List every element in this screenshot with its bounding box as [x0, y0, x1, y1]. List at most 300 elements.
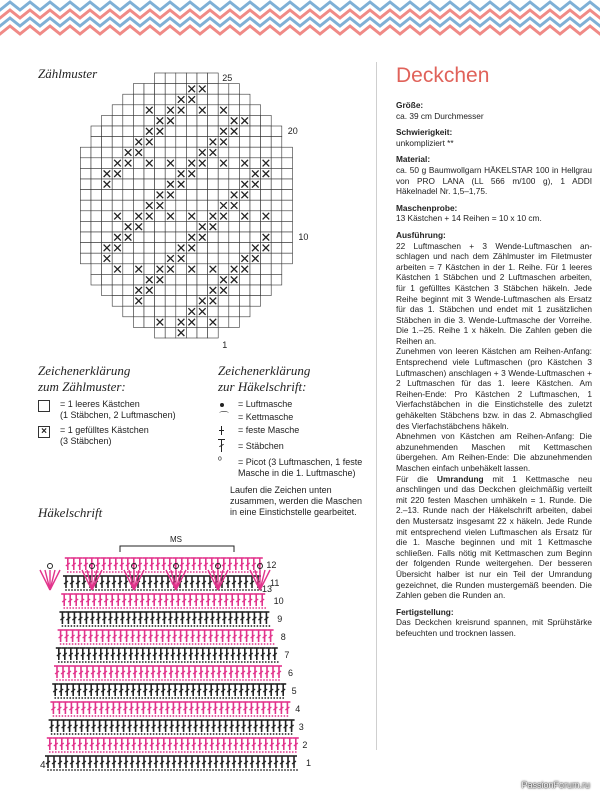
chart-cell	[218, 190, 229, 201]
chart-cell	[186, 253, 197, 264]
chart-cell	[282, 168, 293, 179]
stitch-symbol	[233, 612, 239, 624]
stitch-symbol	[113, 558, 119, 570]
stitch-symbol	[191, 558, 197, 570]
chain-dot	[91, 751, 93, 753]
stitch-symbol	[272, 702, 278, 714]
chain-dot	[206, 769, 208, 771]
chain-dot	[155, 679, 157, 681]
chain-dot	[142, 751, 144, 753]
chain-dot	[229, 661, 231, 663]
chart-cell	[218, 168, 229, 179]
chart-cell	[133, 94, 144, 105]
chain-dot	[80, 715, 82, 717]
chart-cell	[271, 243, 282, 254]
chain-dot	[224, 769, 226, 771]
chain-dot	[154, 661, 156, 663]
chain-dot	[174, 643, 176, 645]
chain-dot	[204, 733, 206, 735]
chain-dot	[229, 751, 231, 753]
chain-dot	[96, 643, 98, 645]
chart-cell	[239, 296, 250, 307]
chart-cell	[218, 253, 229, 264]
stitch-symbol	[65, 738, 71, 750]
chain-dot	[126, 607, 128, 609]
chain-dot	[214, 661, 216, 663]
chain-dot	[244, 751, 246, 753]
chain-dot	[90, 733, 92, 735]
chart-cell	[176, 232, 187, 243]
chain-dot	[266, 715, 268, 717]
stitch-symbol	[61, 594, 67, 606]
chart-cell	[155, 73, 166, 84]
chart-cell	[197, 179, 208, 190]
stitch-symbol	[89, 612, 95, 624]
chart-cell	[155, 84, 166, 95]
chart-heading: Zählmuster	[38, 66, 98, 81]
chart-cell	[229, 306, 240, 317]
chart-cell	[165, 137, 176, 148]
stitch-symbol	[248, 648, 254, 660]
stitch-symbol	[132, 666, 138, 678]
chain-dot	[140, 715, 142, 717]
chain-dot	[225, 643, 227, 645]
chain-dot	[164, 625, 166, 627]
chain-dot	[86, 769, 88, 771]
chain-dot	[110, 589, 112, 591]
chain-dot	[80, 679, 82, 681]
chart-cell	[123, 190, 134, 201]
stitch-symbol	[231, 576, 237, 588]
chain-dot	[178, 571, 180, 573]
stitch-symbol	[187, 594, 193, 606]
chain-dot	[67, 661, 69, 663]
chain-dot	[237, 607, 239, 609]
chart-cell	[208, 115, 219, 126]
stitch-symbol	[238, 684, 244, 696]
chain-dot	[183, 643, 185, 645]
chart-cell	[271, 253, 282, 264]
chain-dot	[149, 679, 151, 681]
stitch-symbol	[47, 738, 53, 750]
chain-dot	[270, 733, 272, 735]
chain-dot	[257, 679, 259, 681]
chain-dot	[264, 733, 266, 735]
chain-dot	[208, 751, 210, 753]
chart-cell	[218, 264, 229, 275]
stitch-symbol	[52, 684, 58, 696]
chain-dot	[110, 769, 112, 771]
stitch-symbol	[221, 558, 227, 570]
chain-dot	[222, 643, 224, 645]
stitch-symbol	[268, 630, 274, 642]
stitch-symbol	[235, 594, 241, 606]
stitch-symbol	[161, 558, 167, 570]
chain-dot	[63, 643, 65, 645]
chart-cell	[271, 179, 282, 190]
stitch-symbol	[70, 630, 76, 642]
chain-dot	[95, 769, 97, 771]
chain-dot	[203, 715, 205, 717]
chain-dot	[208, 661, 210, 663]
chart-cell	[239, 137, 250, 148]
stitch-symbol	[241, 720, 247, 732]
stitch-symbol	[200, 648, 206, 660]
chain-dot	[245, 769, 247, 771]
chart-cell	[133, 274, 144, 285]
chain-dot	[242, 715, 244, 717]
stitch-symbol	[67, 594, 73, 606]
stitch-symbol	[143, 558, 149, 570]
chain-dot	[167, 589, 169, 591]
stitch-symbol	[95, 738, 101, 750]
chain-dot	[152, 589, 154, 591]
chain-dot	[108, 607, 110, 609]
chain-dot	[113, 769, 115, 771]
chain-dot	[73, 661, 75, 663]
chain-dot	[115, 661, 117, 663]
stitch-symbol	[211, 594, 217, 606]
stitch-symbol	[112, 630, 118, 642]
chain-dot	[242, 679, 244, 681]
stitch-symbol	[116, 702, 122, 714]
chain-dot	[255, 697, 257, 699]
stitch-symbol	[204, 666, 210, 678]
chain-dot	[95, 589, 97, 591]
chart-cell	[102, 115, 113, 126]
chart-cell	[239, 274, 250, 285]
chain-dot	[86, 715, 88, 717]
stitch-symbol	[190, 630, 196, 642]
stitch-symbol	[97, 594, 103, 606]
chain-dot	[200, 769, 202, 771]
chain-dot	[187, 661, 189, 663]
size-section: Größe: ca. 39 cm Durchmesser	[396, 100, 484, 121]
stitch-symbol	[107, 738, 113, 750]
chain-dot	[213, 697, 215, 699]
chart-cell	[282, 179, 293, 190]
stitch-symbol	[158, 648, 164, 660]
chart-cell	[112, 285, 123, 296]
chain-dot	[76, 661, 78, 663]
stitch-symbol	[266, 702, 272, 714]
chain-dot	[251, 589, 253, 591]
chain-dot	[185, 715, 187, 717]
chain-dot	[163, 751, 165, 753]
chart-cell	[91, 274, 102, 285]
chart-cell	[144, 147, 155, 158]
stitch-symbol	[183, 756, 189, 768]
chain-dot	[77, 625, 79, 627]
stitch-symbol	[198, 666, 204, 678]
chart-cell	[144, 232, 155, 243]
stitch-symbol	[283, 720, 289, 732]
chart-cell	[91, 200, 102, 211]
chain-dot	[116, 679, 118, 681]
stitch-symbol	[249, 756, 255, 768]
chart-cell	[91, 158, 102, 169]
chain-dot	[275, 769, 277, 771]
chain-dot	[74, 679, 76, 681]
chart-cell	[165, 317, 176, 328]
chain-dot	[198, 607, 200, 609]
chain-dot	[237, 697, 239, 699]
stitch-symbol	[157, 720, 163, 732]
stitch-symbol	[244, 630, 250, 642]
chain-dot	[173, 679, 175, 681]
stitch-symbol	[49, 720, 55, 732]
stitch-symbol	[84, 666, 90, 678]
chart-cell	[208, 232, 219, 243]
chain-dot	[203, 679, 205, 681]
chain-dot	[216, 643, 218, 645]
chain-dot	[143, 679, 145, 681]
stitch-symbol	[170, 648, 176, 660]
stitch-symbol	[277, 720, 283, 732]
chain-dot	[107, 679, 109, 681]
stitch-symbol	[58, 630, 64, 642]
chain-dot	[279, 733, 281, 735]
chart-cell	[186, 73, 197, 84]
repeat-label-ms: MS	[170, 535, 182, 544]
chart-cell	[144, 168, 155, 179]
chain-dot	[157, 571, 159, 573]
stitch-symbol	[92, 648, 98, 660]
chain-dot	[110, 715, 112, 717]
chain-dot	[76, 751, 78, 753]
stitch-symbol	[115, 594, 121, 606]
stitch-symbol	[185, 612, 191, 624]
chain-dot	[176, 769, 178, 771]
chain-dot	[180, 697, 182, 699]
chain-dot	[179, 715, 181, 717]
stitch-symbol	[71, 738, 77, 750]
chart-cell	[229, 147, 240, 158]
stitch-symbol	[74, 648, 80, 660]
chain-dot	[146, 589, 148, 591]
chain-dot	[93, 607, 95, 609]
chain-dot	[105, 643, 107, 645]
chain-dot	[104, 769, 106, 771]
chain-dot	[172, 751, 174, 753]
chain-dot	[71, 589, 73, 591]
stitch-symbol	[202, 684, 208, 696]
stitch-symbol	[260, 648, 266, 660]
stitch-symbol	[64, 630, 70, 642]
chain-dot	[101, 589, 103, 591]
stitch-symbol	[125, 612, 131, 624]
stitch-symbol	[167, 738, 173, 750]
chain-dot	[165, 607, 167, 609]
chain-dot	[200, 679, 202, 681]
stitch-symbol	[105, 756, 111, 768]
stitch-symbol	[73, 720, 79, 732]
stitch-symbol	[105, 576, 111, 588]
chain-dot	[135, 697, 137, 699]
stitch-symbol	[215, 738, 221, 750]
chain-dot	[64, 751, 66, 753]
stitch-symbol	[248, 702, 254, 714]
stitch-symbol	[218, 648, 224, 660]
chart-cell	[133, 200, 144, 211]
stitch-symbol	[88, 630, 94, 642]
chart-cell	[186, 126, 197, 137]
chain-dot	[283, 751, 285, 753]
chain-dot	[86, 625, 88, 627]
finish-section: Fertigstellung: Das Deckchen kreisrund spannen, mit Sprühstärke befeuchten und trocknen lassen.	[396, 606, 592, 638]
stitch-symbol	[76, 684, 82, 696]
chain-dot	[190, 571, 192, 573]
chain-dot	[133, 751, 135, 753]
chain-dot	[276, 697, 278, 699]
chain-dot	[253, 571, 255, 573]
chart-cell	[123, 306, 134, 317]
chain-dot	[143, 589, 145, 591]
chart-cell	[91, 147, 102, 158]
chain-dot	[85, 571, 87, 573]
stitch-symbol	[227, 612, 233, 624]
stitch-symbol	[74, 702, 80, 714]
chain-dot	[215, 715, 217, 717]
chain-dot	[251, 715, 253, 717]
chart-cell	[133, 243, 144, 254]
chart-cell	[218, 94, 229, 105]
chart-cell	[208, 306, 219, 317]
stitch-symbol	[271, 720, 277, 732]
chain-dot	[272, 715, 274, 717]
chain-dot	[78, 697, 80, 699]
chain-dot	[137, 715, 139, 717]
chart-cell	[176, 84, 187, 95]
stitch-symbol	[167, 612, 173, 624]
chart-cell	[208, 94, 219, 105]
chain-dot	[128, 679, 130, 681]
chart-cell	[176, 147, 187, 158]
chain-dot	[144, 643, 146, 645]
stitch-symbol	[273, 756, 279, 768]
chain-dot	[205, 661, 207, 663]
chain-dot	[250, 751, 252, 753]
chain-dot	[174, 697, 176, 699]
stitch-symbol	[230, 648, 236, 660]
chain-dot	[176, 679, 178, 681]
chart-cell	[133, 168, 144, 179]
chain-dot	[192, 643, 194, 645]
chart-cell	[271, 200, 282, 211]
stitch-symbol	[239, 738, 245, 750]
chain-dot	[246, 733, 248, 735]
chain-dot	[170, 625, 172, 627]
chain-dot	[77, 715, 79, 717]
chain-dot	[151, 661, 153, 663]
chain-dot	[220, 751, 222, 753]
chain-dot	[57, 697, 59, 699]
chain-dot	[86, 589, 88, 591]
chain-dot	[259, 661, 261, 663]
chain-dot	[227, 679, 229, 681]
chain-dot	[84, 607, 86, 609]
stitch-symbol	[285, 756, 291, 768]
chain-dot	[125, 625, 127, 627]
chain-dot	[112, 571, 114, 573]
chain-dot	[137, 769, 139, 771]
chart-cell	[155, 306, 166, 317]
chain-dot	[113, 589, 115, 591]
stitch-symbol	[272, 648, 278, 660]
chart-cell	[133, 84, 144, 95]
stitch-symbol	[115, 720, 121, 732]
chart-cell	[208, 253, 219, 264]
chain-dot	[149, 769, 151, 771]
chain-dot	[262, 751, 264, 753]
chain-dot	[226, 661, 228, 663]
chain-dot	[155, 715, 157, 717]
chain-dot	[177, 607, 179, 609]
chart-cell	[218, 179, 229, 190]
stitch-symbol	[68, 702, 74, 714]
chain-dot	[212, 769, 214, 771]
chain-dot	[74, 589, 76, 591]
chain-dot	[91, 661, 93, 663]
chart-cell	[229, 168, 240, 179]
stitch-symbol	[258, 666, 264, 678]
chart-cell	[218, 115, 229, 126]
stitch-symbol	[170, 702, 176, 714]
chain-dot	[171, 607, 173, 609]
chart-cell	[197, 317, 208, 328]
stitch-symbol	[94, 684, 100, 696]
stitch-symbol	[65, 612, 71, 624]
chain-dot	[131, 769, 133, 771]
chart-cell	[155, 94, 166, 105]
chain-dot	[77, 589, 79, 591]
chart-cell	[133, 126, 144, 137]
stitch-symbol	[140, 648, 146, 660]
chain-dot	[128, 589, 130, 591]
chain-dot	[221, 679, 223, 681]
chain-dot	[119, 589, 121, 591]
chain-dot	[58, 661, 60, 663]
chain-dot	[217, 751, 219, 753]
chain-dot	[173, 625, 175, 627]
chain-dot	[198, 643, 200, 645]
stitch-symbol	[92, 702, 98, 714]
stitch-symbol	[209, 558, 215, 570]
chart-cell	[239, 200, 250, 211]
stitch-symbol	[184, 630, 190, 642]
stitch-symbol	[221, 612, 227, 624]
chain-dot	[172, 661, 174, 663]
stitch-symbol	[221, 738, 227, 750]
chain-dot	[211, 751, 213, 753]
chart-cell	[218, 243, 229, 254]
chart-cell	[250, 211, 261, 222]
chart-cell	[250, 137, 261, 148]
chain-dot	[247, 571, 249, 573]
chain-dot	[47, 769, 49, 771]
chain-dot	[282, 697, 284, 699]
chain-dot	[94, 751, 96, 753]
stitch-symbol	[205, 594, 211, 606]
stitch-symbol	[109, 720, 115, 732]
chart-cell	[229, 158, 240, 169]
chain-dot	[267, 697, 269, 699]
chain-dot	[249, 733, 251, 735]
chart-cell	[186, 327, 197, 338]
crochet-diagram	[0, 500, 376, 790]
chart-cell	[144, 94, 155, 105]
chain-dot	[219, 733, 221, 735]
